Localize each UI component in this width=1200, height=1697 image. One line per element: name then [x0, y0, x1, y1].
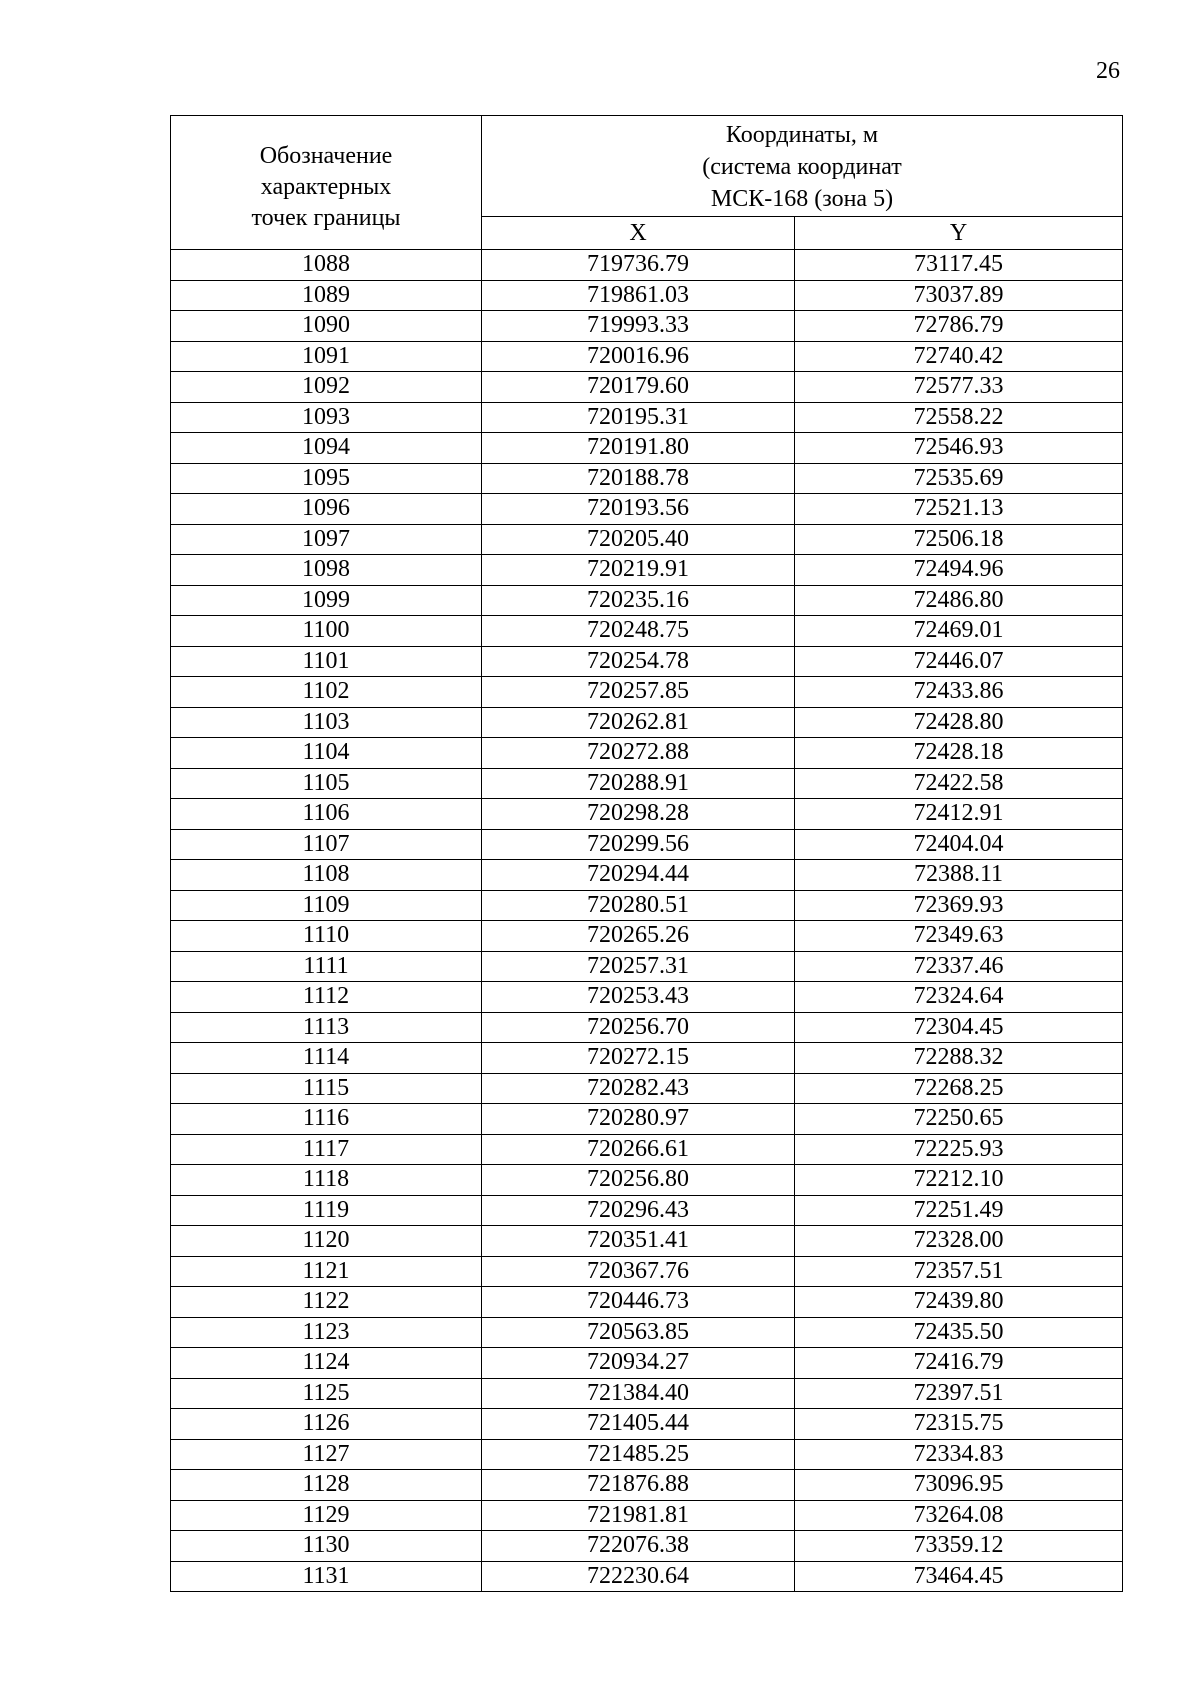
- y-coordinate-cell: 72404.04: [795, 829, 1123, 860]
- point-id-cell: 1100: [171, 616, 482, 647]
- x-coordinate-cell: 721485.25: [482, 1439, 795, 1470]
- point-id-cell: 1089: [171, 280, 482, 311]
- y-coordinate-cell: 72369.93: [795, 890, 1123, 921]
- x-coordinate-cell: 720179.60: [482, 372, 795, 403]
- x-coordinate-cell: 720253.43: [482, 982, 795, 1013]
- x-coordinate-cell: 720280.97: [482, 1104, 795, 1135]
- table-row: [171, 433, 1123, 464]
- point-id-cell: 1124: [171, 1348, 482, 1379]
- point-id-cell: 1120: [171, 1226, 482, 1257]
- x-coordinate-cell: 720262.81: [482, 707, 795, 738]
- x-coordinate-cell: 720257.85: [482, 677, 795, 708]
- table-row: [171, 250, 1123, 281]
- x-coordinate-cell: 720296.43: [482, 1195, 795, 1226]
- x-coordinate-cell: 720188.78: [482, 463, 795, 494]
- x-coordinate-cell: 720280.51: [482, 890, 795, 921]
- table-row: [171, 1378, 1123, 1409]
- point-id-cell: 1105: [171, 768, 482, 799]
- point-id-cell: 1104: [171, 738, 482, 769]
- y-coordinate-cell: 72416.79: [795, 1348, 1123, 1379]
- point-id-cell: 1115: [171, 1073, 482, 1104]
- coordinates-header: [482, 116, 1123, 217]
- y-coordinate-cell: 72786.79: [795, 311, 1123, 342]
- point-id-cell: 1118: [171, 1165, 482, 1196]
- table-row: [171, 494, 1123, 525]
- y-coordinate-cell: 72324.64: [795, 982, 1123, 1013]
- table-row: [171, 707, 1123, 738]
- y-coordinate-cell: 72433.86: [795, 677, 1123, 708]
- x-coordinate-cell: 721981.81: [482, 1500, 795, 1531]
- coord-header-line: Координаты, м: [725, 122, 879, 148]
- x-coordinate-cell: 719861.03: [482, 280, 795, 311]
- table-row: [171, 1409, 1123, 1440]
- x-coordinate-cell: 719993.33: [482, 311, 795, 342]
- y-coordinate-cell: 72486.80: [795, 585, 1123, 616]
- x-coordinate-cell: 720294.44: [482, 860, 795, 891]
- table-row: [171, 1470, 1123, 1501]
- y-coordinate-cell: 73264.08: [795, 1500, 1123, 1531]
- table-row: [171, 585, 1123, 616]
- coordinates-table: [170, 115, 1123, 1592]
- y-coordinate-cell: 72428.80: [795, 707, 1123, 738]
- x-coordinate-cell: 721384.40: [482, 1378, 795, 1409]
- point-id-cell: 1119: [171, 1195, 482, 1226]
- x-coordinate-cell: 720351.41: [482, 1226, 795, 1257]
- x-coordinate-cell: 720272.15: [482, 1043, 795, 1074]
- point-id-cell: 1088: [171, 250, 482, 281]
- y-coordinate-cell: 72506.18: [795, 524, 1123, 555]
- point-id-cell: 1098: [171, 555, 482, 586]
- point-id-cell: 1117: [171, 1134, 482, 1165]
- x-coordinate-cell: 720205.40: [482, 524, 795, 555]
- point-id-cell: 1092: [171, 372, 482, 403]
- x-coordinate-cell: 720254.78: [482, 646, 795, 677]
- table-body: [171, 250, 1123, 1592]
- x-coordinate-cell: 722230.64: [482, 1561, 795, 1592]
- y-coordinate-cell: 73359.12: [795, 1531, 1123, 1562]
- point-id-cell: 1101: [171, 646, 482, 677]
- point-id-cell: 1102: [171, 677, 482, 708]
- x-column-header: X: [482, 217, 795, 250]
- table-row: [171, 1439, 1123, 1470]
- table-row: [171, 311, 1123, 342]
- y-coordinate-cell: 72288.32: [795, 1043, 1123, 1074]
- y-coordinate-cell: 72268.25: [795, 1073, 1123, 1104]
- x-coordinate-cell: 720367.76: [482, 1256, 795, 1287]
- point-id-cell: 1110: [171, 921, 482, 952]
- x-coordinate-cell: 720248.75: [482, 616, 795, 647]
- x-coordinate-cell: 720265.26: [482, 921, 795, 952]
- x-coordinate-cell: 720446.73: [482, 1287, 795, 1318]
- table-row: [171, 982, 1123, 1013]
- x-coordinate-cell: 719736.79: [482, 250, 795, 281]
- table-row: [171, 829, 1123, 860]
- point-id-cell: 1109: [171, 890, 482, 921]
- y-coordinate-cell: 72337.46: [795, 951, 1123, 982]
- point-id-cell: 1095: [171, 463, 482, 494]
- table-row: [171, 1531, 1123, 1562]
- y-coordinate-cell: 72435.50: [795, 1317, 1123, 1348]
- y-coordinate-cell: 73464.45: [795, 1561, 1123, 1592]
- point-header-line: Обозначение: [259, 143, 393, 169]
- table-row: [171, 860, 1123, 891]
- point-id-cell: 1108: [171, 860, 482, 891]
- table-row: [171, 1287, 1123, 1318]
- y-coordinate-cell: 72412.91: [795, 799, 1123, 830]
- y-coordinate-cell: 72546.93: [795, 433, 1123, 464]
- point-id-cell: 1121: [171, 1256, 482, 1287]
- table-row: [171, 1165, 1123, 1196]
- point-id-cell: 1116: [171, 1104, 482, 1135]
- point-id-cell: 1123: [171, 1317, 482, 1348]
- point-id-cell: 1094: [171, 433, 482, 464]
- y-coordinate-cell: 72357.51: [795, 1256, 1123, 1287]
- y-coordinate-cell: 72334.83: [795, 1439, 1123, 1470]
- table-row: [171, 524, 1123, 555]
- x-coordinate-cell: 720272.88: [482, 738, 795, 769]
- point-id-cell: 1128: [171, 1470, 482, 1501]
- y-coordinate-cell: 73117.45: [795, 250, 1123, 281]
- table-row: [171, 555, 1123, 586]
- y-coordinate-cell: 72250.65: [795, 1104, 1123, 1135]
- y-coordinate-cell: 72328.00: [795, 1226, 1123, 1257]
- x-coordinate-cell: 720288.91: [482, 768, 795, 799]
- point-id-cell: 1111: [171, 951, 482, 982]
- table-row: [171, 1561, 1123, 1592]
- x-coordinate-cell: 720256.80: [482, 1165, 795, 1196]
- point-id-cell: 1114: [171, 1043, 482, 1074]
- y-coordinate-cell: 72212.10: [795, 1165, 1123, 1196]
- table-row: [171, 1104, 1123, 1135]
- point-id-cell: 1097: [171, 524, 482, 555]
- point-id-cell: 1090: [171, 311, 482, 342]
- page-number: 26: [1096, 58, 1120, 84]
- x-coordinate-cell: 721876.88: [482, 1470, 795, 1501]
- table-row: [171, 677, 1123, 708]
- table-row: [171, 768, 1123, 799]
- point-id-cell: 1096: [171, 494, 482, 525]
- point-id-cell: 1112: [171, 982, 482, 1013]
- y-coordinate-cell: 72469.01: [795, 616, 1123, 647]
- y-coordinate-cell: 72349.63: [795, 921, 1123, 952]
- y-coordinate-cell: 72388.11: [795, 860, 1123, 891]
- y-column-header: Y: [795, 217, 1123, 250]
- table-row: [171, 402, 1123, 433]
- x-coordinate-cell: 721405.44: [482, 1409, 795, 1440]
- x-coordinate-cell: 720195.31: [482, 402, 795, 433]
- y-coordinate-cell: 72535.69: [795, 463, 1123, 494]
- point-header-line: характерных: [260, 174, 392, 200]
- point-id-cell: 1113: [171, 1012, 482, 1043]
- table-row: [171, 1348, 1123, 1379]
- x-coordinate-cell: 720256.70: [482, 1012, 795, 1043]
- point-id-cell: 1106: [171, 799, 482, 830]
- x-coordinate-cell: 720191.80: [482, 433, 795, 464]
- table-row: [171, 1195, 1123, 1226]
- table-row: [171, 372, 1123, 403]
- y-coordinate-cell: 72494.96: [795, 555, 1123, 586]
- x-coordinate-cell: 720563.85: [482, 1317, 795, 1348]
- y-coordinate-cell: 72521.13: [795, 494, 1123, 525]
- y-coordinate-cell: 72558.22: [795, 402, 1123, 433]
- point-id-cell: 1091: [171, 341, 482, 372]
- table-row: [171, 463, 1123, 494]
- x-coordinate-cell: 720193.56: [482, 494, 795, 525]
- y-coordinate-cell: 72251.49: [795, 1195, 1123, 1226]
- coord-header-line: (система координат: [702, 154, 902, 180]
- x-coordinate-cell: 720299.56: [482, 829, 795, 860]
- point-id-cell: 1122: [171, 1287, 482, 1318]
- x-coordinate-cell: 720298.28: [482, 799, 795, 830]
- point-id-cell: 1125: [171, 1378, 482, 1409]
- y-coordinate-cell: 72577.33: [795, 372, 1123, 403]
- point-id-cell: 1126: [171, 1409, 482, 1440]
- y-coordinate-cell: 72397.51: [795, 1378, 1123, 1409]
- x-coordinate-cell: 720016.96: [482, 341, 795, 372]
- coord-header-line: МСК-168 (зона 5): [710, 186, 894, 212]
- table-row: [171, 890, 1123, 921]
- table-row: [171, 341, 1123, 372]
- y-coordinate-cell: 72304.45: [795, 1012, 1123, 1043]
- table-header: [171, 116, 1123, 250]
- table-row: [171, 1226, 1123, 1257]
- table-row: [171, 280, 1123, 311]
- x-coordinate-cell: 720235.16: [482, 585, 795, 616]
- point-id-cell: 1103: [171, 707, 482, 738]
- point-id-cell: 1099: [171, 585, 482, 616]
- x-coordinate-cell: 720219.91: [482, 555, 795, 586]
- point-header-line: точек границы: [251, 205, 401, 231]
- table-row: [171, 1317, 1123, 1348]
- x-coordinate-cell: 720266.61: [482, 1134, 795, 1165]
- table-row: [171, 1073, 1123, 1104]
- table-row: [171, 1043, 1123, 1074]
- point-id-cell: 1129: [171, 1500, 482, 1531]
- table-row: [171, 921, 1123, 952]
- table-row: [171, 1500, 1123, 1531]
- table-row: [171, 1256, 1123, 1287]
- y-coordinate-cell: 72225.93: [795, 1134, 1123, 1165]
- point-id-cell: 1127: [171, 1439, 482, 1470]
- x-coordinate-cell: 722076.38: [482, 1531, 795, 1562]
- y-coordinate-cell: 72446.07: [795, 646, 1123, 677]
- table-row: [171, 799, 1123, 830]
- y-coordinate-cell: 72740.42: [795, 341, 1123, 372]
- table-row: [171, 1134, 1123, 1165]
- point-id-cell: 1093: [171, 402, 482, 433]
- table-row: [171, 646, 1123, 677]
- y-coordinate-cell: 73037.89: [795, 280, 1123, 311]
- table-row: [171, 738, 1123, 769]
- y-coordinate-cell: 72428.18: [795, 738, 1123, 769]
- table-row: [171, 951, 1123, 982]
- point-id-cell: 1130: [171, 1531, 482, 1562]
- point-designation-header: [171, 116, 482, 250]
- point-id-cell: 1107: [171, 829, 482, 860]
- table-row: [171, 616, 1123, 647]
- y-coordinate-cell: 72439.80: [795, 1287, 1123, 1318]
- y-coordinate-cell: 72315.75: [795, 1409, 1123, 1440]
- y-coordinate-cell: 72422.58: [795, 768, 1123, 799]
- point-id-cell: 1131: [171, 1561, 482, 1592]
- y-coordinate-cell: 73096.95: [795, 1470, 1123, 1501]
- x-coordinate-cell: 720282.43: [482, 1073, 795, 1104]
- x-coordinate-cell: 720257.31: [482, 951, 795, 982]
- table-row: [171, 1012, 1123, 1043]
- x-coordinate-cell: 720934.27: [482, 1348, 795, 1379]
